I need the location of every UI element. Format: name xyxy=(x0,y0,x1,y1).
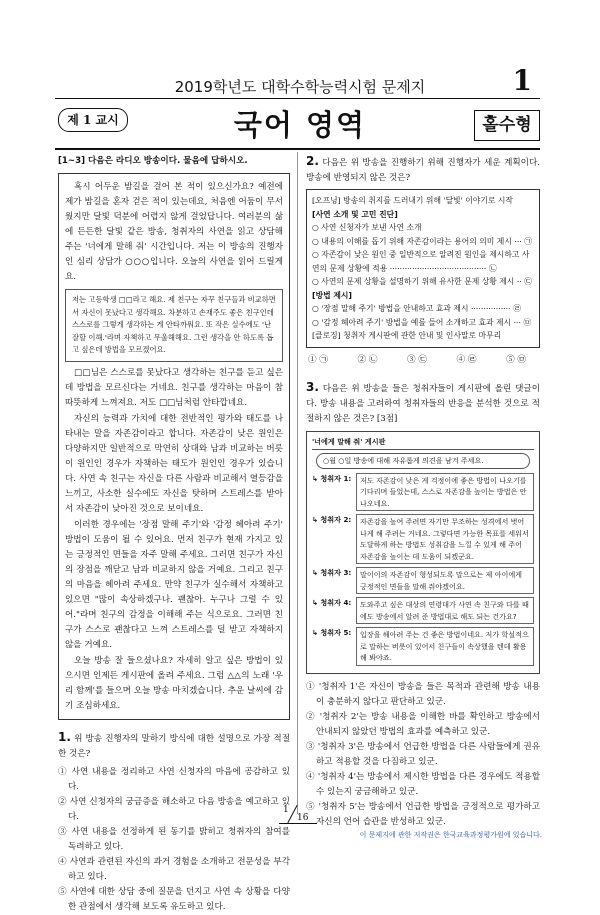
reply-text: 입장을 헤아려 주는 건 좋은 방법이네요. 저가 학설적으로 말하는 버릇이 있어서 친구들이 속상했을 텐데 활용해 봐야죠. xyxy=(356,627,534,666)
header-rule-bottom xyxy=(55,148,540,150)
answer-option[interactable]: ③ 사연 내용을 선정하게 된 동기를 밝히고 청취자의 참여를 독려하고 있다. xyxy=(58,826,290,852)
plan-line: ○ 사연 신청자가 보낸 사연 소개 xyxy=(312,223,422,232)
copyright-notice: 이 문제지에 관한 저작권은 한국교육과정평가원에 있습니다. xyxy=(359,831,542,839)
question-2 xyxy=(306,154,540,186)
plan-line: ○ 내용의 이해를 돕기 위해 자존감이라는 용어의 의미 제시 ··· ㉠ xyxy=(312,236,533,246)
board-reply xyxy=(312,567,534,594)
answer-option[interactable]: ⑤ ㉤ xyxy=(506,354,526,365)
plan-line: ○ 자존감이 낮은 원인 중 일반적으로 알려진 원인을 제시하고 사연의 문제 상황에 적용 ······································· ㉡ xyxy=(312,250,530,273)
period-badge: 제 1 교시 xyxy=(58,108,128,132)
board-reply xyxy=(312,627,534,666)
plan-line: [방법 제시] xyxy=(312,290,352,300)
bulletin-board xyxy=(306,431,540,674)
left-column xyxy=(58,154,290,915)
page-rule xyxy=(279,823,317,824)
passage-paragraph: 오늘 방송 잘 들으셨나요? 자세히 알고 싶은 방법이 있으시면 인제든 게시판에 올려 주세요. 그럼 △△의 노래 '우리 함께'를 들으며 오늘 방송 마치겠습니다. 추운 날씨에 감기 조심하세요. xyxy=(65,655,283,711)
page-current: 1 xyxy=(283,805,289,815)
reply-author: ↳ 청취자 1: xyxy=(312,473,352,483)
question-stem: 다음은 위 방송을 진행하기 위해 진행자가 세운 계획이다. 방송에 반영되지 않은 것은? xyxy=(306,158,541,183)
reply-text: 말이이의 자존감이 형성되도록 말으로는 제 아이에게 긍정적인 면들을 말해 줘야겠어요. xyxy=(356,567,534,594)
question-number: 3. xyxy=(306,379,319,394)
board-reply xyxy=(312,473,534,512)
answer-option[interactable]: ② ㉡ xyxy=(357,354,378,365)
plan-line: [사연 소개 및 고민 진단] xyxy=(312,209,398,219)
passage-paragraph: □□님은 스스로를 못났다고 생각하는 친구를 듣고 싶은데 방법을 모르신다는 거네요. 친구를 생각하는 마음이 참 따뜻하게 느껴져요. 저도 □□님처럼 안타깝네요. xyxy=(65,367,283,408)
passage-box xyxy=(58,173,290,720)
question-stem: 위 방송 진행자의 말하기 방식에 대한 설명으로 가장 적절한 것은? xyxy=(58,733,291,759)
plan-line: ○ '감정 헤아려 주기' 방법을 예를 들어 소개하고 효과 제시 ··· ㉤ xyxy=(312,317,532,327)
board-reply xyxy=(312,514,534,564)
answer-option[interactable]: ② 사연 신청자의 궁금증을 해소하고 다음 방송을 예고하고 있다. xyxy=(58,796,290,822)
answer-option[interactable]: ③ '청취자 3'은 방송에서 언급한 방법을 다른 사람들에게 권유하고 적용할 것을 다짐하고 있군. xyxy=(306,741,540,767)
question-3 xyxy=(306,380,540,427)
reply-text: 도와주고 싶은 대상의 연령대가 사연 속 친구와 다를 때에도 방송에서 알려 준 방법대로 해도 되는 건가요? xyxy=(356,597,534,624)
answer-option[interactable]: ⑤ 사연에 대한 상담 중에 질문을 던지고 사연 속 상황을 다양한 관점에서 생각해 보도록 유도하고 있다. xyxy=(58,886,290,912)
question-number: 2. xyxy=(306,154,319,168)
board-prompt: ○월 ○일 방송에 대해 자유롭게 의견을 남겨 주세요. xyxy=(316,453,530,469)
passage-paragraph: 혹시 어두운 밤길을 걸어 본 적이 있으신가요? 예전에 제가 밤길을 혼자 걷은 적이 있는데요, 처음엔 어둠이 무서웠지만 달빛 덕분에 어렵지 않게 걸었답니다. 여러분의 삶에 든든한 달빛 같은 방송, 청취자의 사연을 읽고 상담해 주는 '너에게 말해 줘' 시간입니다. 저는 이 방송의 진행자인 심리 상담가 ○○○입니다. 오늘의 사연을 읽어 드릴게요. xyxy=(65,182,283,282)
exam-type-box: 홀수형 xyxy=(474,110,540,141)
answer-option[interactable]: ① 사연 내용을 정리하고 사연 신청자의 마음에 공감하고 있다. xyxy=(58,766,290,792)
plan-line: ○ 사연의 문제 상황을 설명하기 위해 유사한 문제 상황 제시 ·· ㉢ xyxy=(312,277,533,286)
section-instruction: [1~3] 다음은 라디오 방송이다. 물음에 답하시오. xyxy=(58,156,248,166)
answer-option[interactable]: ④ '청취자 4'는 방송에서 제시한 방법을 다른 경우에도 적용할 수 있는지 궁금해하고 있군. xyxy=(306,771,540,797)
answer-option[interactable]: ④ 사연과 관련된 자신의 과거 경험을 소개하고 전문성을 부각하고 있다. xyxy=(58,856,290,882)
reply-text: 자존감을 높여 주려면 자기만 무조하는 성격에서 벗어나게 해 주려는 거네요. 그렇다면 가능한 목표를 세워서 도달하게 하는 방법도 성취감을 느낄 수 있게 해 주어 자존감을 높이는 데 도움이 되겠군요. xyxy=(356,514,534,564)
board-reply xyxy=(312,597,534,624)
answer-option[interactable]: ① '청취자 1'은 자신이 방송을 들은 목적과 관련해 방송 내용이 충분하지 않다고 판단하고 있군. xyxy=(306,681,540,707)
reply-author: ↳ 청취자 2: xyxy=(312,515,352,524)
answer-option[interactable]: ⑤ '청취자 5'는 방송에서 언급한 방법을 긍정적으로 평가하고 자신의 언어 습관을 반성하고 있군. xyxy=(306,801,540,827)
answer-option[interactable]: ② '청취자 2'는 방송 내용을 이해한 바를 확인하고 방송에서 안내되지 않았던 방법의 효과를 예측하고 있군. xyxy=(306,711,540,737)
reply-text: 저도 자존감이 낮은 게 걱정이에 좋은 방법이 나오기를 기다리며 들었는데, 스스로 자존감을 높이는 방법은 안 나오네요. xyxy=(356,473,534,512)
reply-author: ↳ 청취자 3: xyxy=(312,568,352,577)
plan-line: [오프닝] 방송의 취지를 드러내기 위해 '달빛' 이야기로 시작 xyxy=(312,196,513,205)
passage-paragraph: 자신의 능력과 가치에 대한 전반적인 평가와 태도를 나타내는 말을 자존감이라고 합니다. 자존감이 낮은 원인은 다양하지만 일반적으로 막연히 상대와 남과 비교하는 버릇이 원인인 경우가 자책하는 태도가 원인인 경우가 있습니다. 사연 속 친구는 자신을 다른 사람과 비교해서 열등감을 느끼고, 사소한 실수에도 자신을 탓하며 스트레스를 받아서 자존감이 낮아진 것으로 보이네요. xyxy=(65,413,283,514)
passage-paragraph: 이러한 경우에는 '장점 말해 주기'와 '감정 헤아려 주기' 방법이 도움이 될 수 있어요. 먼저 친구가 현재 가지고 있는 긍정적인 면들을 자주 말해 주세요. 그러면 친구가 자신의 장점을 깨닫고 남과 비교하지 않을 거예요. 그리고 친구의 마음을 헤아려 주세요. 만약 친구가 실수해서 자책하고 있으면 "많이 속상하겠구나. 괜찮아. 누구나 그럴 수 있어."라며 친구의 감정을 이해해 주는 식으로요. 그러면 친구가 스스로 괜찮다고 느껴 스트레스를 덜 받고 자책하지 않을 거예요. xyxy=(65,519,283,650)
question-number: 1. xyxy=(58,729,71,744)
subject-title: 국어 영역 xyxy=(233,108,367,142)
plan-line: ○ '장점 말해 주기' 방법을 안내하고 효과 제시 ················ ㉣ xyxy=(312,304,521,313)
question-1 xyxy=(58,730,290,762)
listener-letter: 저는 고등학생 □□라고 해요. 제 친구는 자꾸 친구들과 비교하면서 자신이 못났다고 생각해요. 차분하고 손재주도 좋은 친구인데 스스로를 그렇게 생각하는 게 안타까워요. 또 작은 실수에도 '난 잘할 이해.'라며 자책하고 무울해해요. 그런 생각을 안 하도록 돕고 싶은데 방법을 모르겠어요. xyxy=(65,289,283,362)
broadcast-plan-box xyxy=(306,189,540,348)
page-number-large: 1 xyxy=(512,64,532,97)
plan-line: [클로징] 청취자 게시판에 관한 안내 및 인사말로 마무리 xyxy=(312,331,502,340)
board-title: '너에게 말해 줘' 게시판 xyxy=(312,436,534,451)
exam-title: 2019학년도 대학수학능력시험 문제지 xyxy=(174,78,426,96)
right-column xyxy=(306,154,540,830)
answer-option[interactable]: ④ ㉣ xyxy=(456,354,477,365)
page-total: 16 xyxy=(297,813,309,823)
reply-author: ↳ 청취자 5: xyxy=(312,628,352,637)
question-2-options xyxy=(306,353,540,368)
header-rule-top xyxy=(55,98,540,99)
column-divider xyxy=(297,152,298,814)
page-counter xyxy=(279,805,317,824)
reply-author: ↳ 청취자 4: xyxy=(312,598,352,607)
question-stem: 다음은 위 방송을 들은 청취자들이 게시판에 올린 댓글이다. 방송 내용을 고려하여 청취자들의 반응을 분석한 것으로 적절하지 않은 것은? [3점] xyxy=(306,383,541,424)
answer-option[interactable]: ③ ㉢ xyxy=(407,354,427,365)
answer-option[interactable]: ① ㉠ xyxy=(308,354,328,365)
